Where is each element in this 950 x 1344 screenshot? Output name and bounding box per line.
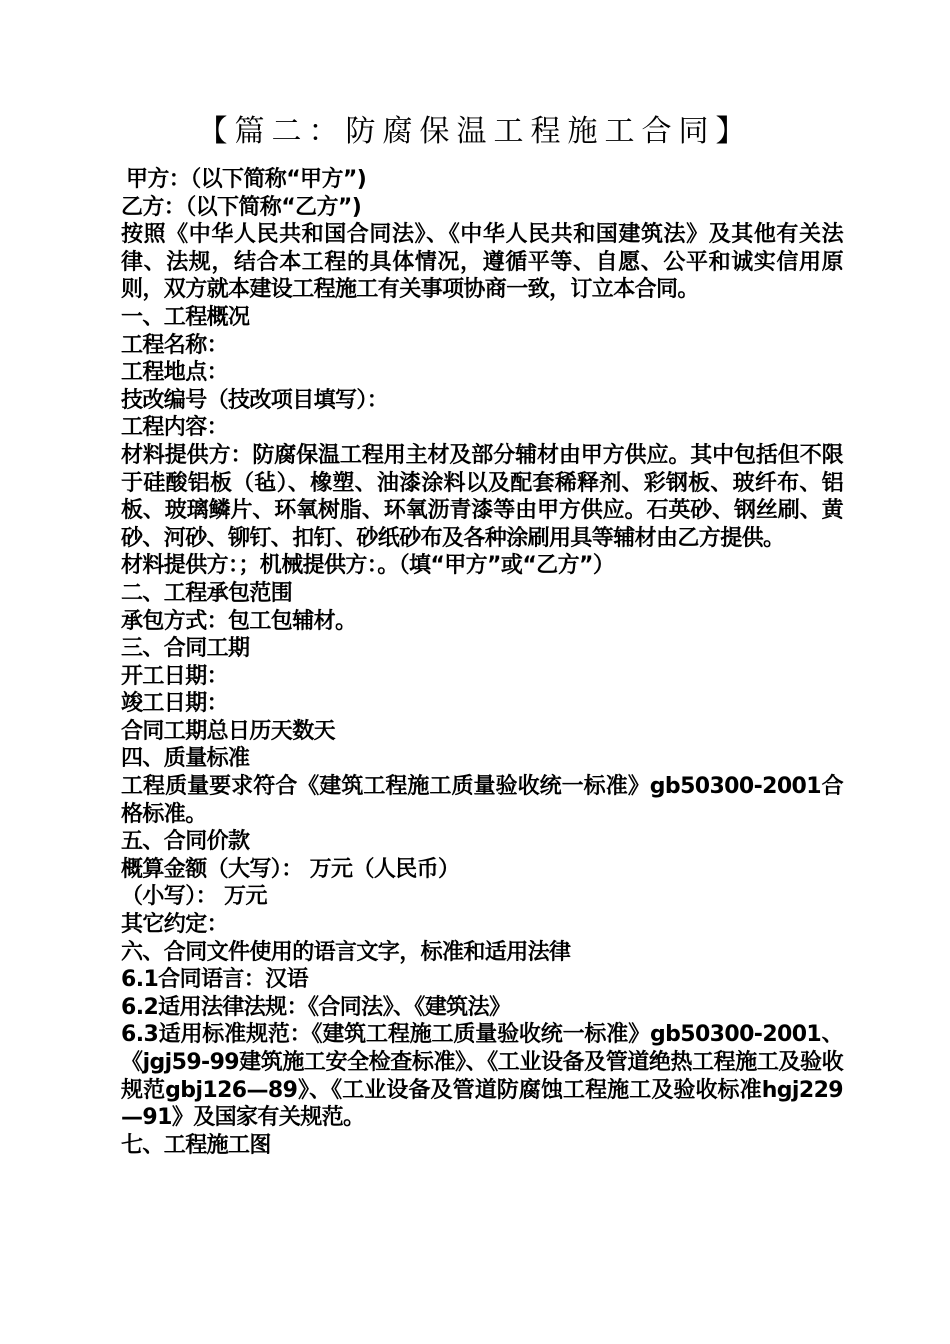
party-b-line: 乙方：（以下简称“乙方”) <box>121 194 362 220</box>
section-6-heading: 六、合同文件使用的语言文字，标准和适用法律 <box>121 939 571 965</box>
section-6-1-line: 6.1合同语言：汉语 <box>121 967 308 993</box>
material-machine-supply-line: 材料提供方：；机械提供方：。（填“甲方”或“乙方”） <box>121 553 615 579</box>
project-content-field: 工程内容： <box>121 415 229 441</box>
section-3-heading: 三、合同工期 <box>121 636 250 662</box>
quality-requirement-paragraph: 工程质量要求符合《建筑工程施工质量验收统一标准》gb50300-2001合格标准。 <box>121 774 843 827</box>
amount-capital-line: 概算金额（大写）： 万元（人民币） <box>121 856 460 882</box>
completion-date-field: 竣工日期： <box>121 691 229 717</box>
section-4-heading: 四、质量标准 <box>121 746 250 772</box>
section-2-heading: 二、工程承包范围 <box>121 580 293 606</box>
amount-small-line: （小写）： 万元 <box>121 884 267 910</box>
material-supply-paragraph: 材料提供方：防腐保温工程用主材及部分辅材由甲方供应。其中包括但不限于硅酸铝板（毡）、橡塑、油漆涂料以及配套稀释剂、彩钢板、玻纤布、铝板、玻璃鳞片、环氧树脂、环氧沥青漆等由甲方供应。石英砂、钢丝刷、黄砂、河砂、铆钉、扣钉、砂纸砂布及各种涂刷用具等辅材由乙方提供。 <box>121 442 843 551</box>
document-title: 【篇二：防腐保温工程施工合同】 <box>197 114 753 149</box>
section-6-3-paragraph: 6.3适用标准规范：《建筑工程施工质量验收统一标准》gb50300-2001、《jgj59-99建筑施工安全检查标准》、《工业设备及管道绝热工程施工及验收规范gbj126—89》、《工业设备及管道防腐蚀工程施工及验收标准hgj229—91》及国家有关规范。 <box>121 1022 843 1131</box>
party-a-line: 甲方：（以下简称“甲方”) <box>126 167 367 192</box>
preamble-paragraph: 按照《中华人民共和国合同法》、《中华人民共和国建筑法》及其他有关法律、法规，结合本工程的具体情况，遵循平等、自愿、公平和诚实信用原则，双方就本建设工程施工有关事项协商一致，订立本合同。 <box>121 222 843 303</box>
project-location-field: 工程地点： <box>121 360 229 386</box>
section-1-heading: 一、工程概况 <box>121 304 250 330</box>
start-date-field: 开工日期： <box>121 663 229 689</box>
tech-number-field: 技改编号（技改项目填写）： <box>121 387 389 413</box>
total-days-line: 合同工期总日历天数天 <box>121 718 336 744</box>
section-7-heading: 七、工程施工图 <box>121 1132 271 1158</box>
section-6-2-line: 6.2适用法律法规：《合同法》、《建筑法》 <box>121 994 511 1020</box>
contract-mode-line: 承包方式：包工包辅材。 <box>121 608 357 634</box>
section-5-heading: 五、合同价款 <box>121 829 250 855</box>
contract-body <box>115 166 843 1159</box>
other-terms-line: 其它约定： <box>121 912 229 938</box>
project-name-field: 工程名称： <box>121 332 229 358</box>
